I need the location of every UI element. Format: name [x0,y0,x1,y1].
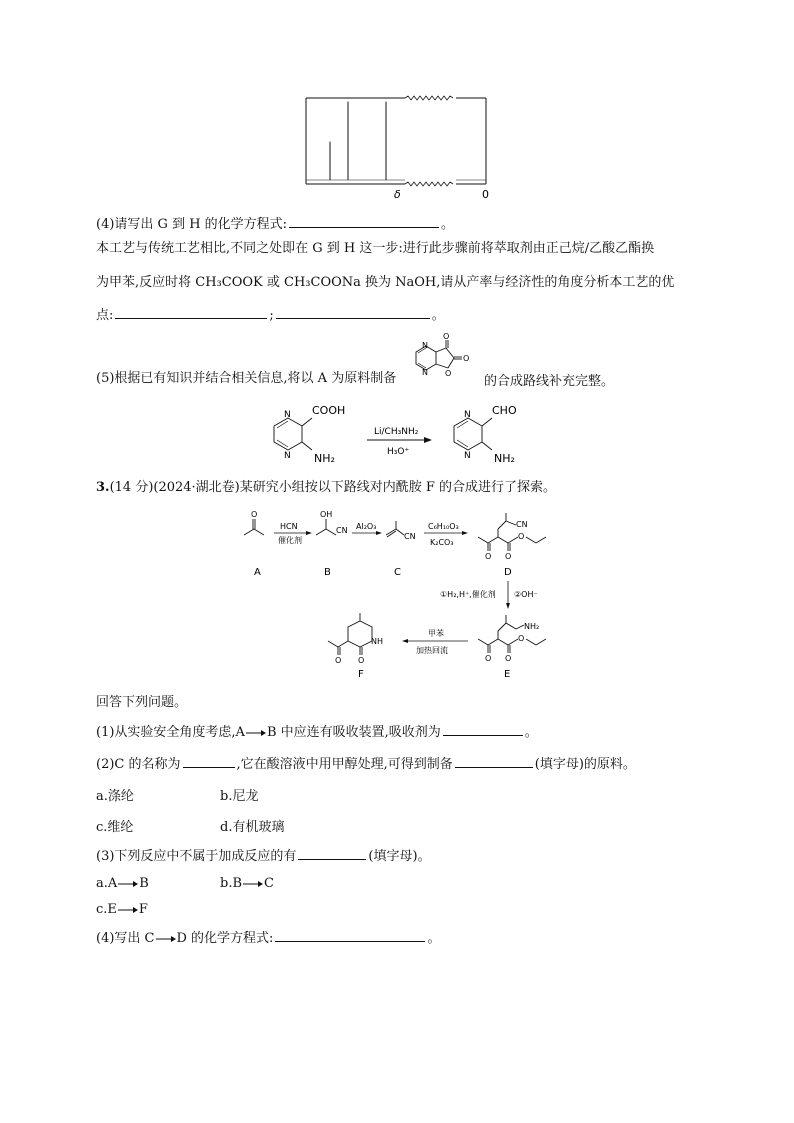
q5-target-structure [404,330,488,392]
svg-text:O: O [445,369,452,378]
svg-text:N: N [464,451,471,461]
q3-4-blank[interactable] [275,929,425,942]
compound-d [478,513,546,578]
q4-prefix: (4)请写出 G 到 H 的化学方程式: [96,217,288,232]
compound-a [244,510,264,578]
axis-break-bottom [405,182,453,186]
q5-suffix: 的合成路线补充完整。 [484,374,615,389]
start-nh2: NH₂ [314,452,335,465]
reagent-bottom: H₃O⁺ [387,447,410,457]
option-b-b-to-c: b.B C [220,876,274,891]
zero-label: 0 [482,188,489,201]
end-nh2: NH₂ [494,452,515,465]
option-a-polyester: a.涤纶 [96,789,134,804]
svg-text:CN: CN [336,526,348,535]
q3-header: 3.(14 分)(2024·湖北卷)某研究小组按以下路线对内酰胺 F 的合成进行了探索。 [96,480,557,495]
reaction-arrow-icon [117,879,139,889]
option-b-nylon: b.尼龙 [220,789,259,804]
svg-text:K₂CO₃: K₂CO₃ [430,538,454,547]
svg-text:N: N [422,341,428,350]
q3-2-blank-1[interactable] [183,755,235,768]
svg-text:甲苯: 甲苯 [428,629,444,638]
q3-4: (4)写出 C D 的化学方程式: 。 [96,931,441,946]
svg-text:O: O [463,354,470,363]
svg-text:O: O [485,654,492,663]
nmr-spectrum [300,92,500,202]
compound-b [316,510,348,578]
svg-text:②OH⁻: ②OH⁻ [514,590,538,599]
q3-1: (1)从实验安全角度考虑,A B 中应连有吸收装置,吸收剂为 。 [96,725,538,740]
q4-equation-line: (4)请写出 G 到 H 的化学方程式: 。 [96,217,455,232]
reagent-top: Li/CH₃NH₂ [374,427,419,437]
option-d-pmma: d.有机玻璃 [220,820,285,835]
reaction-arrow-icon [117,905,139,915]
svg-text:O: O [443,332,450,341]
svg-text:O: O [518,634,525,643]
label-f: F [358,669,364,680]
reaction-scheme [236,505,576,685]
label-b: B [324,567,331,578]
svg-text:OH: OH [320,510,333,519]
svg-text:Al₂O₃: Al₂O₃ [356,522,377,531]
svg-text:N: N [422,368,428,377]
q3-1-blank[interactable] [443,723,523,736]
q3-2-blank-2[interactable] [455,755,533,768]
end-cho: CHO [492,404,517,417]
svg-text:O: O [251,510,258,519]
svg-text:O: O [505,654,512,663]
q5-route [262,398,582,470]
delta-label: δ [394,188,401,201]
q3-2: (2)C 的名称为 ,它在酸溶液中用甲醇处理,可得到制备 (填字母)的原料。 [96,757,636,772]
compound-c [386,521,416,578]
svg-text:HCN: HCN [280,522,298,531]
svg-text:催化剂: 催化剂 [278,536,302,545]
start-cooh: COOH [312,404,346,417]
svg-text:O: O [505,552,512,561]
label-c: C [394,567,401,578]
svg-text:NH: NH [371,637,383,646]
q3-3-blank[interactable] [298,847,366,860]
option-c-e-to-f: c.E F [96,902,148,917]
answer-intro: 回答下列问题。 [96,695,188,710]
reaction-arrow-icon [245,728,267,738]
axis-break-top [405,96,453,100]
svg-text:O: O [518,532,525,541]
svg-text:N: N [464,410,471,420]
label-d: D [504,567,512,578]
advantage-blank-2[interactable] [276,306,430,319]
svg-text:N: N [284,410,291,420]
svg-text:C₆H₁₀O₃: C₆H₁₀O₃ [428,522,459,531]
svg-text:CN: CN [516,520,528,529]
compound-e [478,615,546,680]
svg-text:N: N [284,451,291,461]
reaction-arrow-icon [242,879,264,889]
option-c-vinylon: c.维纶 [96,820,134,835]
label-e: E [504,669,511,680]
para-line-3: 点: ; 。 [96,308,445,323]
reaction-arrow-icon [155,934,177,944]
svg-text:NH₂: NH₂ [524,622,540,631]
q5-prefix: (5)根据已有知识并结合相关信息,将以 A 为原料制备 [96,371,397,386]
svg-text:O: O [358,656,365,665]
label-a: A [254,567,261,578]
svg-text:加热回流: 加热回流 [416,646,448,655]
para-line-1: 本工艺与传统工艺相比,不同之处即在 G 到 H 这一步:进行此步骤前将萃取剂由正己烷/乙酸乙酯换 [96,241,655,256]
svg-text:①H₂,H⁺,催化剂: ①H₂,H⁺,催化剂 [440,590,496,599]
para-line-2: 为甲苯,反应时将 CH₃COOK 或 CH₃COONa 换为 NaOH,请从产率与经济性的角度分析本工艺的优 [96,275,675,290]
svg-text:CN: CN [404,532,416,541]
svg-text:O: O [485,552,492,561]
option-a-a-to-b: a.A B [96,876,149,891]
q3-3: (3)下列反应中不属于加成反应的有 (填字母)。 [96,849,431,864]
svg-text:O: O [335,656,342,665]
advantage-blank-1[interactable] [115,306,267,319]
q4-answer-blank[interactable] [289,215,439,228]
compound-f [328,613,383,680]
